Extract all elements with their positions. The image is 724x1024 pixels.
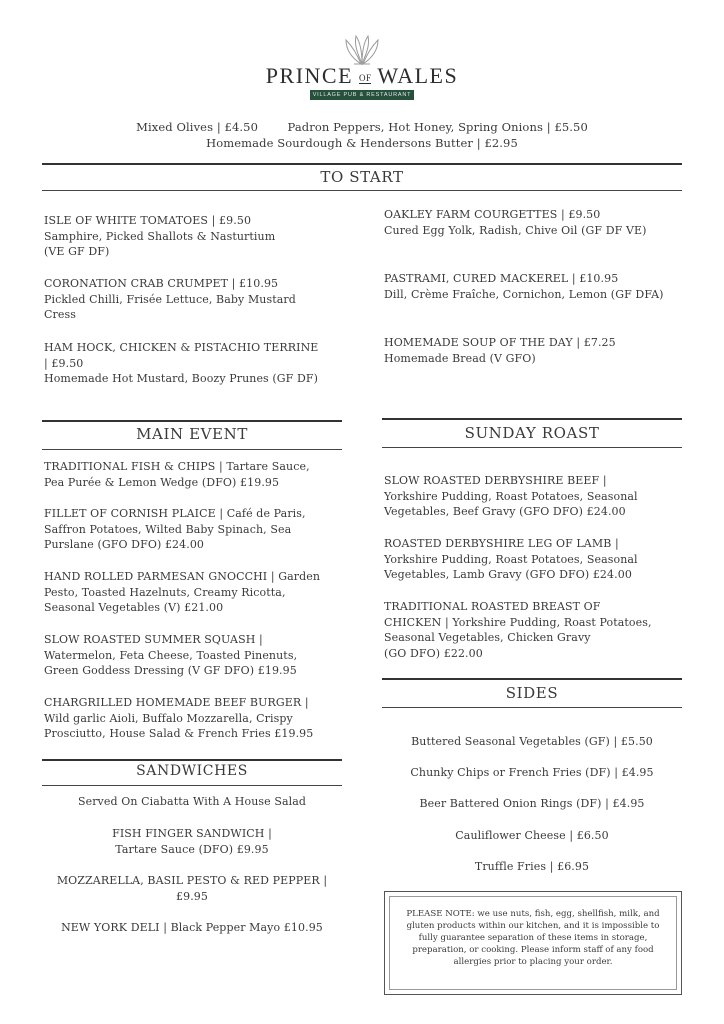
section-title-main-event: MAIN EVENT [136,425,248,443]
sandwich-item: MOZZARELLA, BASIL PESTO & RED PEPPER | £9.95 [56,874,328,903]
divider [382,447,682,448]
divider [42,163,682,165]
main-item: SLOW ROASTED SUMMER SQUASH | Watermelon, Feta Cheese, Toasted Pinenuts, Green Goddess Dressing (V GF DFO) £19.95 [44,633,298,678]
divider [382,707,682,708]
logo-tagline: VILLAGE PUB & RESTAURANT [310,90,414,100]
main-item: FILLET OF CORNISH PLAICE | Café de Paris, Saffron Potatoes, Wilted Baby Spinach, Sea Purslane (GFO DFO) £24.00 [44,507,306,552]
section-title-to-start: TO START [320,168,404,186]
nibble-olives: Mixed Olives | £4.50 [136,120,258,134]
roast-item: TRADITIONAL ROASTED BREAST OF CHICKEN | Yorkshire Pudding, Roast Potatoes, Seasonal Vegetables, Chicken Gravy (GO DFO) £22.00 [384,600,652,661]
section-title-sides: SIDES [505,684,559,702]
nibbles-line-1 [0,120,724,136]
feather-crest-icon [340,32,384,66]
section-title-sandwiches: SANDWICHES [136,763,248,779]
allergy-note-text: PLEASE NOTE: we use nuts, fish, egg, shellfish, milk, and gluten products within our kitchen, and it is impossible to fully guarantee separation of these items in storage, preparation, or cooking. Please inform staff of any food allergies prior to placing your order. [406,909,660,967]
main-item: CHARGRILLED HOMEMADE BEEF BURGER | Wild garlic Aioli, Buffalo Mozzarella, Crispy Prosciutto, House Salad & French Fries £19.95 [44,696,314,741]
starter-item: HAM HOCK, CHICKEN & PISTACHIO TERRINE | £9.50 Homemade Hot Mustard, Boozy Prunes (GF DF) [44,341,319,386]
restaurant-logo [262,32,462,102]
divider [42,785,342,786]
side-item: Beer Battered Onion Rings (DF) | £4.95 [419,797,645,810]
main-item: TRADITIONAL FISH & CHIPS | Tartare Sauce, Pea Purée & Lemon Wedge (DFO) £19.95 [44,460,310,489]
divider [382,418,682,420]
side-item: Chunky Chips or French Fries (DF) | £4.95 [410,766,654,779]
starter-item: PASTRAMI, CURED MACKEREL | £10.95 Dill, Crème Fraîche, Cornichon, Lemon (GF DFA) [384,272,664,301]
divider [42,420,342,422]
starter-item: OAKLEY FARM COURGETTES | £9.50 Cured Egg Yolk, Radish, Chive Oil (GF DF VE) [384,208,647,237]
nibble-padron: Padron Peppers, Hot Honey, Spring Onions | £5.50 [287,120,588,134]
divider [382,678,682,680]
allergy-note-box [384,891,682,995]
sandwich-intro: Served On Ciabatta With A House Salad [77,795,307,808]
divider [42,190,682,191]
starter-item: CORONATION CRAB CRUMPET | £10.95 Pickled Chilli, Frisée Lettuce, Baby Mustard Cress [44,277,296,322]
sandwich-item: FISH FINGER SANDWICH | Tartare Sauce (DFO) £9.95 [112,827,272,856]
nibbles-line-2: Homemade Sourdough & Hendersons Butter | £2.95 [206,136,518,150]
divider [42,759,342,761]
roast-item: ROASTED DERBYSHIRE LEG OF LAMB | Yorkshire Pudding, Roast Potatoes, Seasonal Vegetables, Lamb Gravy (GFO DFO) £24.00 [384,537,638,582]
section-title-sunday-roast: SUNDAY ROAST [464,424,600,442]
divider [42,449,342,450]
main-item: HAND ROLLED PARMESAN GNOCCHI | Garden Pesto, Toasted Hazelnuts, Creamy Ricotta, Seasonal Vegetables (V) £21.00 [44,570,321,615]
side-item: Buttered Seasonal Vegetables (GF) | £5.50 [411,735,653,748]
side-item: Truffle Fries | £6.95 [474,860,590,873]
starter-item: HOMEMADE SOUP OF THE DAY | £7.25 Homemade Bread (V GFO) [384,336,616,365]
starter-item: ISLE OF WHITE TOMATOES | £9.50 Samphire, Picked Shallots & Nasturtium (VE GF DF) [44,214,276,259]
side-item: Cauliflower Cheese | £6.50 [455,829,609,842]
sandwich-item: NEW YORK DELI | Black Pepper Mayo £10.95 [61,921,323,934]
roast-item: SLOW ROASTED DERBYSHIRE BEEF | Yorkshire Pudding, Roast Potatoes, Seasonal Vegetables, Beef Gravy (GFO DFO) £24.00 [384,474,638,519]
logo-wordmark: PRINCE OF WALES [265,63,459,88]
